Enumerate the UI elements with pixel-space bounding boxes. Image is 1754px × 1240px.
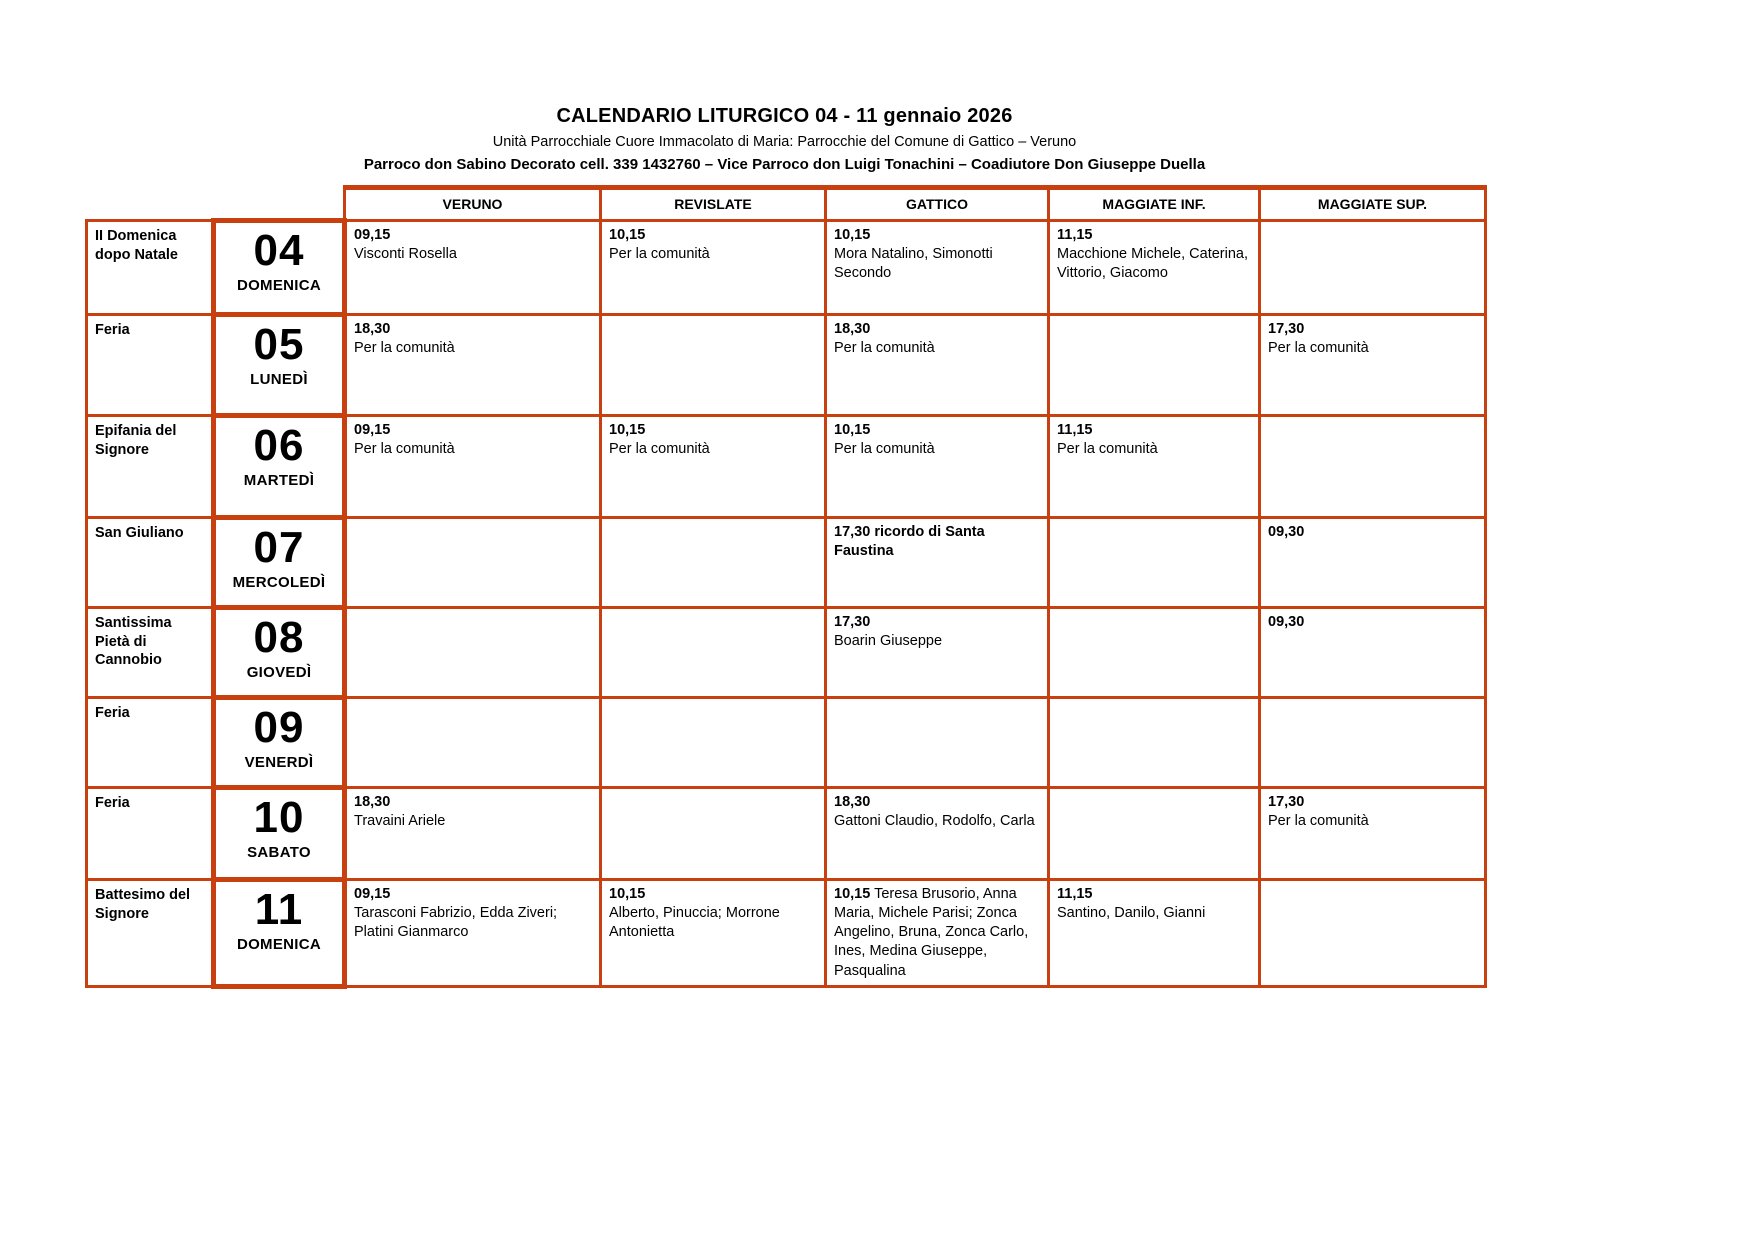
feast-cell: Battesimo del Signore	[87, 880, 214, 987]
mass-text: Per la comunità	[1268, 813, 1369, 830]
mass-cell	[1260, 221, 1486, 315]
mass-text: Gattoni Claudio, Rodolfo, Carla	[834, 813, 1035, 830]
mass-cell	[601, 698, 826, 788]
table-row	[87, 788, 1486, 880]
day-name: GIOVEDÌ	[246, 664, 312, 681]
mass-cell	[826, 221, 1049, 315]
page-subtitle: Unità Parrocchiale Cuore Immacolato di Maria: Parrocchie del Comune di Gattico – Veruno	[492, 134, 1077, 150]
day-cell	[214, 518, 345, 608]
day-cell	[214, 880, 345, 987]
mass-text: Visconti Rosella	[354, 246, 457, 263]
day-name: DOMENICA	[236, 277, 322, 294]
mass-time: 10,15	[834, 227, 871, 243]
mass-time: 18,30	[354, 794, 391, 810]
mass-cell	[1260, 698, 1486, 788]
mass-cell	[601, 221, 826, 315]
document-header	[85, 103, 1484, 174]
feast-cell: Feria	[87, 698, 214, 788]
mass-cell	[1049, 880, 1260, 987]
mass-cell	[1260, 880, 1486, 987]
day-number: 08	[253, 613, 305, 662]
mass-entry: 17,30 ricordo di Santa Faustina	[834, 524, 985, 560]
mass-cell	[826, 315, 1049, 416]
mass-cell	[345, 788, 601, 880]
page-title: CALENDARIO LITURGICO 04 - 11 gennaio 2026	[556, 105, 1013, 127]
day-number: 06	[253, 421, 305, 470]
mass-cell	[1260, 608, 1486, 698]
day-name: MERCOLEDÌ	[232, 574, 326, 591]
mass-text: Boarin Giuseppe	[834, 633, 943, 650]
feast-cell: San Giuliano	[87, 518, 214, 608]
mass-cell	[345, 698, 601, 788]
mass-cell	[1049, 788, 1260, 880]
mass-time: 10,15	[609, 422, 646, 438]
clergy-line: Parroco don Sabino Decorato cell. 339 1432760 – Vice Parroco don Luigi Tonachini – Coadiutore Don Giuseppe Duella	[363, 155, 1206, 173]
day-number: 07	[253, 523, 305, 572]
calendar-table-head	[87, 188, 1486, 221]
mass-text: Alberto, Pinuccia; Morrone Antonietta	[609, 905, 780, 941]
mass-cell	[1260, 416, 1486, 518]
day-name: LUNEDÌ	[250, 371, 308, 388]
mass-cell	[345, 880, 601, 987]
mass-cell	[1049, 416, 1260, 518]
calendar-table-body	[87, 221, 1486, 987]
mass-cell	[601, 416, 826, 518]
mass-cell	[826, 788, 1049, 880]
column-header: MAGGIATE SUP.	[1260, 188, 1486, 221]
mass-text: Per la comunità	[1268, 340, 1369, 357]
mass-cell	[1049, 221, 1260, 315]
column-header: VERUNO	[345, 188, 601, 221]
column-header: REVISLATE	[601, 188, 826, 221]
day-name: DOMENICA	[236, 936, 322, 953]
mass-cell	[1260, 518, 1486, 608]
feast-cell: II Domenica dopo Natale	[87, 221, 214, 315]
day-number: 10	[253, 793, 305, 842]
day-number: 09	[253, 703, 305, 752]
day-name: VENERDÌ	[244, 754, 314, 771]
day-cell	[214, 221, 345, 315]
mass-time: 17,30	[834, 614, 871, 630]
mass-cell	[601, 315, 826, 416]
day-cell	[214, 788, 345, 880]
mass-cell	[345, 221, 601, 315]
day-cell	[214, 416, 345, 518]
mass-text: Per la comunità	[834, 441, 935, 458]
mass-time: 17,30	[834, 524, 871, 540]
mass-cell	[826, 416, 1049, 518]
mass-cell	[601, 518, 826, 608]
table-row	[87, 416, 1486, 518]
mass-text: Santino, Danilo, Gianni	[1057, 905, 1206, 922]
column-header: MAGGIATE INF.	[1049, 188, 1260, 221]
mass-time: 17,30	[1268, 794, 1305, 810]
mass-cell	[1260, 315, 1486, 416]
day-cell	[214, 698, 345, 788]
mass-time: 09,15	[354, 422, 391, 438]
mass-text: Macchione Michele, Caterina, Vittorio, Giacomo	[1057, 246, 1249, 282]
mass-cell	[1049, 518, 1260, 608]
mass-time: 18,30	[834, 321, 871, 337]
mass-text: Per la comunità	[1057, 441, 1158, 458]
mass-cell	[601, 608, 826, 698]
mass-time: 11,15	[1057, 422, 1093, 438]
mass-cell	[826, 608, 1049, 698]
mass-time: 09,15	[354, 886, 391, 902]
table-row	[87, 221, 1486, 315]
header-spacer-feast	[87, 188, 214, 221]
header-row	[87, 188, 1486, 221]
table-row	[87, 315, 1486, 416]
mass-cell	[1049, 315, 1260, 416]
mass-text: Travaini Ariele	[354, 813, 446, 830]
mass-cell	[345, 416, 601, 518]
day-cell	[214, 608, 345, 698]
day-cell	[214, 315, 345, 416]
mass-time: 11,15	[1057, 886, 1093, 902]
mass-cell	[826, 698, 1049, 788]
mass-time: 10,15	[609, 886, 646, 902]
table-row	[87, 880, 1486, 987]
mass-cell	[826, 518, 1049, 608]
mass-cell	[345, 518, 601, 608]
mass-time: 10,15	[609, 227, 646, 243]
mass-time: 11,15	[1057, 227, 1093, 243]
mass-text: Per la comunità	[609, 246, 710, 263]
table-row	[87, 698, 1486, 788]
mass-text: Per la comunità	[354, 340, 455, 357]
mass-text: Tarasconi Fabrizio, Edda Ziveri; Platini Gianmarco	[354, 905, 558, 941]
feast-cell: Epifania del Signore	[87, 416, 214, 518]
mass-time: 17,30	[1268, 321, 1305, 337]
mass-cell	[345, 315, 601, 416]
column-header: GATTICO	[826, 188, 1049, 221]
mass-cell	[1049, 608, 1260, 698]
day-number: 05	[253, 320, 305, 369]
mass-text: Mora Natalino, Simonotti Secondo	[834, 246, 993, 282]
day-number: 11	[254, 885, 304, 934]
mass-cell	[1049, 698, 1260, 788]
calendar-table	[85, 185, 1487, 989]
mass-time: 09,30	[1268, 614, 1305, 630]
feast-cell: Santissima Pietà di Cannobio	[87, 608, 214, 698]
mass-cell	[1260, 788, 1486, 880]
mass-text: Per la comunità	[354, 441, 455, 458]
feast-cell: Feria	[87, 315, 214, 416]
mass-time: 09,30	[1268, 524, 1305, 540]
table-row	[87, 518, 1486, 608]
mass-cell	[345, 608, 601, 698]
day-number: 04	[253, 226, 305, 275]
day-name: MARTEDÌ	[243, 472, 315, 489]
mass-cell	[601, 788, 826, 880]
mass-time: 18,30	[834, 794, 871, 810]
mass-entry: 10,15 Teresa Brusorio, Anna Maria, Michele Parisi; Zonca Angelino, Bruna, Zonca Carlo, Ines, Medina Giuseppe, Pasqualina	[834, 886, 1029, 979]
mass-time: 10,15	[834, 422, 871, 438]
mass-text: Per la comunità	[834, 340, 935, 357]
day-name: SABATO	[247, 844, 311, 861]
mass-text: Per la comunità	[609, 441, 710, 458]
header-spacer-day	[214, 188, 345, 221]
mass-cell	[826, 880, 1049, 987]
mass-time: 10,15	[834, 886, 871, 902]
mass-cell	[601, 880, 826, 987]
feast-cell: Feria	[87, 788, 214, 880]
table-row	[87, 608, 1486, 698]
mass-time: 18,30	[354, 321, 391, 337]
mass-time: 09,15	[354, 227, 391, 243]
